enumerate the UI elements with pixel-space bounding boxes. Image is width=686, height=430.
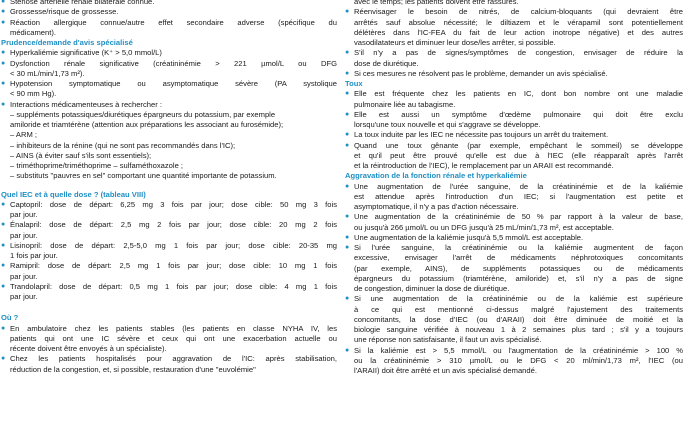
- text-line: – ARM ;: [10, 130, 38, 140]
- continuation-text: [345, 0, 683, 7]
- text-line: par jour.: [10, 292, 38, 301]
- list-item: [1, 354, 337, 375]
- text-line: ou jusqu'à 266 µmol/L ou un DFG jusqu'à 25 mL/min/1,73 m², est acceptable.: [354, 222, 614, 232]
- text-line: ● Interactions médicamenteuses à rechercher :: [10, 99, 162, 109]
- text-line: patients qui ont une IC sévère et ceux qui ont une exacerbation actuelle ou: [10, 333, 337, 343]
- text-line: asymptomatique, il n'y a pas d'action nécessaire.: [354, 202, 519, 211]
- text-line: ● Réaction allergique connue/autre effet secondaire adverse (spécifique du: [10, 17, 337, 27]
- dose-list: [1, 200, 337, 303]
- text-line: ● S'il n'y a pas de signes/symptômes de congestion, envisager de réduire la: [354, 48, 683, 58]
- list-item: [1, 261, 337, 282]
- list-item: [345, 69, 683, 79]
- prudence-heading: Prudence/demande d'avis spécialisé: [1, 38, 133, 47]
- text-line: ● Captopril: dose de départ: 6,25 mg 3 fois par jour; dose cible: 50 mg 3 fois: [10, 199, 337, 209]
- prudence-list: [1, 48, 337, 110]
- text-line: – triméthoprime/triméthoprime – sulfaméthoxazole ;: [10, 161, 184, 170]
- interaction-list: [1, 110, 337, 182]
- list-item: [345, 182, 683, 213]
- list-item: [1, 0, 337, 7]
- text-line: vasodilatateurs et diminuer leur dose/les arrêter, si possible.: [354, 38, 556, 47]
- text-line: – inhibiteurs de la rénine (qui ne sont pas recommandés dans l'IC);: [10, 140, 236, 150]
- text-line: ● La toux induite par les IEC ne nécessite pas toujours un arrêt du traitement.: [354, 130, 609, 140]
- text-line: ● Une augmentation de la créatininémie de 50 % par rapport à la valeur de base,: [354, 212, 683, 222]
- text-line: < 90 mm Hg).: [10, 89, 57, 99]
- list-item: [1, 79, 337, 100]
- list-item: [345, 212, 683, 233]
- text-line: est attendue après l'introduction d'un IEC; si l'augmentation est petite et: [354, 191, 683, 201]
- list-item: [1, 18, 337, 39]
- cough-list: [345, 89, 683, 171]
- text-line: et qu'il peut être prouvé qu'elle est due à l'IEC (elle réapparaît après l'arrêt: [354, 150, 683, 160]
- text-line: biologie sanguine vérifiée à nouveau 1 à 2 semaines plus tard ; s'il y a toujours: [354, 325, 683, 334]
- text-line: ● En ambulatoire chez les patients stables (les patients en classe NYHA IV, les: [10, 323, 337, 333]
- text-line: ● Trandolapril: dose de départ: 0,5 mg 1 fois par jour; dose cible: 4 mg 1 fois: [10, 281, 337, 291]
- text-line: ● Si l'urée sanguine, la créatininémie ou la kaliémie augmentent de façon: [354, 243, 683, 252]
- text-line: réduction de la congestion, et, si possible, restauration d'une "euvolémie": [10, 364, 256, 374]
- text-line: ● Quand une toux gênante (par exemple, empêchant le sommeil) se développe: [354, 140, 683, 150]
- list-item: [1, 100, 337, 110]
- text-line: ● Ramipril: dose de départ: 2,5 mg 1 fois par jour; dose cible: 10 mg 1 fois: [10, 261, 337, 271]
- text-line: amiloride et triamtérène (attention aux préparations les associant au furosémide);: [10, 120, 284, 129]
- text-line: ● Énalapril: dose de départ: 2,5 mg 2 fois par jour; dose cible: 20 mg 2 fois: [10, 220, 337, 230]
- text-line: (par exemple, AINS), de suppléments potassiques ou de médicaments: [354, 263, 683, 273]
- list-item: [345, 130, 683, 140]
- text-line: excessive, envisager l'arrêt de médicaments néphrotoxiques concomitants: [354, 253, 683, 263]
- text-line: une réponse non satisfaisante, il faut un avis spécialisé.: [354, 335, 542, 345]
- text-line: ● Réenvisager le besoin de nitrés, de calcium-bloquants (qui devraient être: [354, 7, 683, 17]
- list-item: [345, 346, 683, 377]
- list-item: [345, 141, 683, 172]
- dose-heading: Quel IEC et à quelle dose ? (tableau VIII): [1, 189, 146, 199]
- text-line: 1 fois par jour.: [10, 251, 58, 260]
- text-line: et la réintroduction de l'IEC), le remplacement par un ARAII est recommandé.: [354, 161, 614, 170]
- text-line: dose de diurétique.: [354, 58, 419, 68]
- list-item: [1, 48, 337, 58]
- list-item: [1, 282, 337, 303]
- text-line: concomitants, la dose d'IEC (ou d'ARAII) doit être diminuée de moitié et la: [354, 314, 683, 324]
- where-list: [1, 324, 337, 375]
- text-line: ● Dysfonction rénale significative (créatininémie > 221 µmol/L ou DFG: [10, 58, 337, 68]
- text-line: ● Elle est aussi un symptôme d'œdème pulmonaire qui doit être exclu: [354, 109, 683, 119]
- text-line: l'ARAII) doit être arrêté et un avis spécialisé demandé.: [354, 366, 537, 375]
- list-item: [345, 7, 683, 48]
- text-line: ● Hypotension symptomatique ou asymptomatique sévère (PA systolique: [10, 79, 337, 88]
- list-item: [345, 110, 683, 131]
- text-line: arrêtés sauf absolue nécessité; le diltiazem et le vérapamil sont potentiellement: [354, 17, 683, 27]
- text-line: – substituts "pauvres en sel" comportant une quantité importante de potassium.: [10, 171, 277, 181]
- list-item: [1, 324, 337, 355]
- text-line: ● Une augmentation de l'urée sanguine, de la créatininémie et de la kaliémie: [354, 181, 683, 191]
- text-line: épargneurs du potassium (triamtérène, amiloride) et, s'il n'y a pas de signe: [354, 273, 683, 283]
- text-line: ou la créatininémie > 310 µmol/L ou le DFG < 20 ml/min/1,73 m², l'IEC (ou: [354, 355, 683, 365]
- list-item: [1, 220, 337, 241]
- text-line: de congestion, diminuer la dose de diurétique.: [354, 284, 510, 293]
- list-item: [1, 200, 337, 221]
- text-line: médicament).: [10, 27, 57, 37]
- text-line: ● Une augmentation de la kaliémie jusqu'à 5,5 mmol/L est acceptable.: [354, 232, 584, 242]
- text-line: à ce qui est mentionné ci-dessus malgré l'ajustement des traitements: [354, 304, 683, 314]
- list-item: [345, 48, 683, 69]
- cough-heading: Toux: [345, 79, 363, 88]
- text-line: ● Sténose artérielle rénale bilatérale connue.: [10, 0, 155, 6]
- text-line: – AINS (à éviter sauf s'ils sont essentiels);: [10, 150, 152, 160]
- text-line: ● Elle est fréquente chez les patients en IC, dont bon nombre ont une maladie: [354, 89, 683, 99]
- text-line: récente doivent être envoyés à un spécialiste).: [10, 344, 167, 353]
- text-line: lorsqu'une toux nouvelle et qui s'aggrave se développe.: [354, 120, 541, 129]
- list-item: [345, 89, 683, 110]
- list-item: [1, 241, 337, 262]
- text-line: par jour.: [10, 230, 38, 240]
- text-line: ● Hyperkaliémie significative (K⁺ > 5,0 mmol/L): [10, 48, 162, 58]
- text-line: ● Si la kaliémie est > 5,5 mmol/L ou l'augmentation de la créatininémie > 100 %: [354, 345, 683, 355]
- text-line: ● Chez les patients hospitalisés pour aggravation de l'IC: après stabilisation,: [10, 354, 337, 364]
- text-line: par jour.: [10, 210, 38, 219]
- text-line: avec le temps; les patients doivent être rassurés.: [354, 0, 519, 6]
- text-line: pulmonaire liée au tabagisme.: [354, 99, 456, 109]
- list-item: [1, 59, 337, 80]
- list-item: [1, 7, 337, 17]
- text-line: < 30 mL/min/1,73 m²).: [10, 68, 85, 78]
- text-line: ● Si ces mesures ne résolvent pas le problème, demander un avis spécialisé.: [354, 68, 608, 78]
- list-item: [345, 294, 683, 345]
- text-line: délétères dans l'IC-FEA du fait de leur action inotrope négative) et des autres: [354, 27, 683, 37]
- left-column: [1, 0, 337, 375]
- text-line: ● Lisinopril: dose de départ: 2,5-5,0 mg 1 fois par jour; dose cible: 20-35 mg: [10, 240, 337, 250]
- list-item: [345, 233, 683, 243]
- text-line: ● Si une augmentation de la créatininémie ou de la kaliémie est supérieure: [354, 294, 683, 304]
- list-item: [345, 243, 683, 294]
- text-line: par jour.: [10, 271, 38, 281]
- text-line: – suppléments potassiques/diurétiques épargneurs du potassium, par exemple: [10, 109, 276, 119]
- right-column: [345, 0, 683, 376]
- renal-list: [345, 182, 683, 377]
- renal-heading: Aggravation de la fonction rénale et hyperkaliémie: [345, 171, 527, 181]
- where-heading: Où ?: [1, 313, 19, 323]
- text-line: ● Grossesse/risque de grossesse.: [10, 7, 119, 17]
- hypotension-list: [345, 7, 683, 79]
- contraindication-list: [1, 0, 337, 38]
